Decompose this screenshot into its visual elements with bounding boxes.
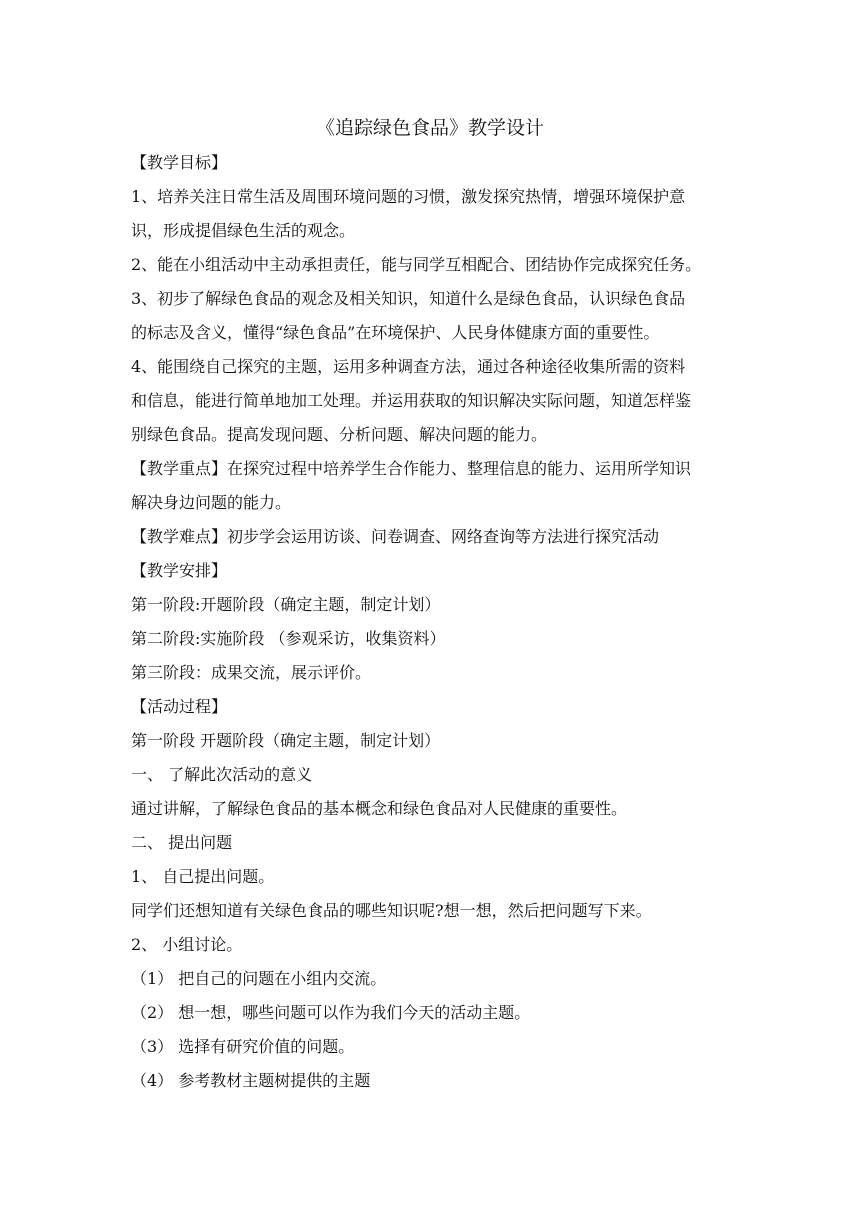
text-line: 4、能围绕自己探究的主题，运用多种调查方法，通过各种途径收集所需的资料 (131, 357, 686, 376)
text-line: 第一阶段:开题阶段（确定主题，制定计划） (131, 595, 441, 614)
text-line: 的标志及含义，懂得“绿色食品”在环境保护、人民身体健康方面的重要性。 (131, 323, 660, 342)
text-line: （4） 参考教材主题树提供的主题 (131, 1071, 371, 1090)
text-line: 【教学目标】 (131, 153, 228, 172)
text-line: 3、初步了解绿色食品的观念及相关知识，知道什么是绿色食品，认识绿色食品 (131, 289, 686, 308)
text-line: 二、 提出问题 (131, 833, 233, 852)
text-line: 【活动过程】 (131, 697, 228, 716)
text-line: 和信息，能进行简单地加工处理。并运用获取的知识解决实际问题，知道怎样鉴 (131, 391, 692, 410)
text-line: （1） 把自己的问题在小组内交流。 (131, 969, 387, 988)
text-line: 第二阶段:实施阶段 （参观采访，收集资料） (131, 629, 446, 648)
text-line: 同学们还想知道有关绿色食品的哪些知识呢?想一想，然后把问题写下来。 (131, 901, 652, 920)
text-line: 2、能在小组活动中主动承担责任，能与同学互相配合、团结协作完成探究任务。 (131, 255, 702, 274)
text-line: 【教学重点】在探究过程中培养学生合作能力、整理信息的能力、运用所学知识 (131, 459, 692, 478)
document-title: 《追踪绿色食品》教学设计 (315, 117, 544, 139)
text-line: 通过讲解，了解绿色食品的基本概念和绿色食品对人民健康的重要性。 (131, 799, 628, 818)
text-line: 1、培养关注日常生活及周围环境问题的习惯，激发探究热情，增强环境保护意 (131, 187, 686, 206)
text-line: 【教学难点】初步学会运用访谈、问卷调查、网络查询等方法进行探究活动 (131, 527, 660, 546)
text-line: 识，形成提倡绿色生活的观念。 (131, 221, 356, 240)
text-line: 一、 了解此次活动的意义 (131, 765, 313, 784)
text-line: 第一阶段 开题阶段（确定主题，制定计划） (131, 731, 441, 750)
text-line: 2、 小组讨论。 (131, 935, 243, 954)
text-line: 别绿色食品。提高发现问题、分析问题、解决问题的能力。 (131, 425, 548, 444)
text-line: 【教学安排】 (131, 561, 228, 580)
text-line: 第三阶段：成果交流，展示评价。 (131, 663, 372, 682)
text-line: 解决身边问题的能力。 (131, 493, 292, 512)
text-line: （2） 想一想，哪些问题可以作为我们今天的活动主题。 (131, 1003, 531, 1022)
text-line: （3） 选择有研究价值的问题。 (131, 1037, 355, 1056)
text-line: 1、 自己提出问题。 (131, 867, 275, 886)
